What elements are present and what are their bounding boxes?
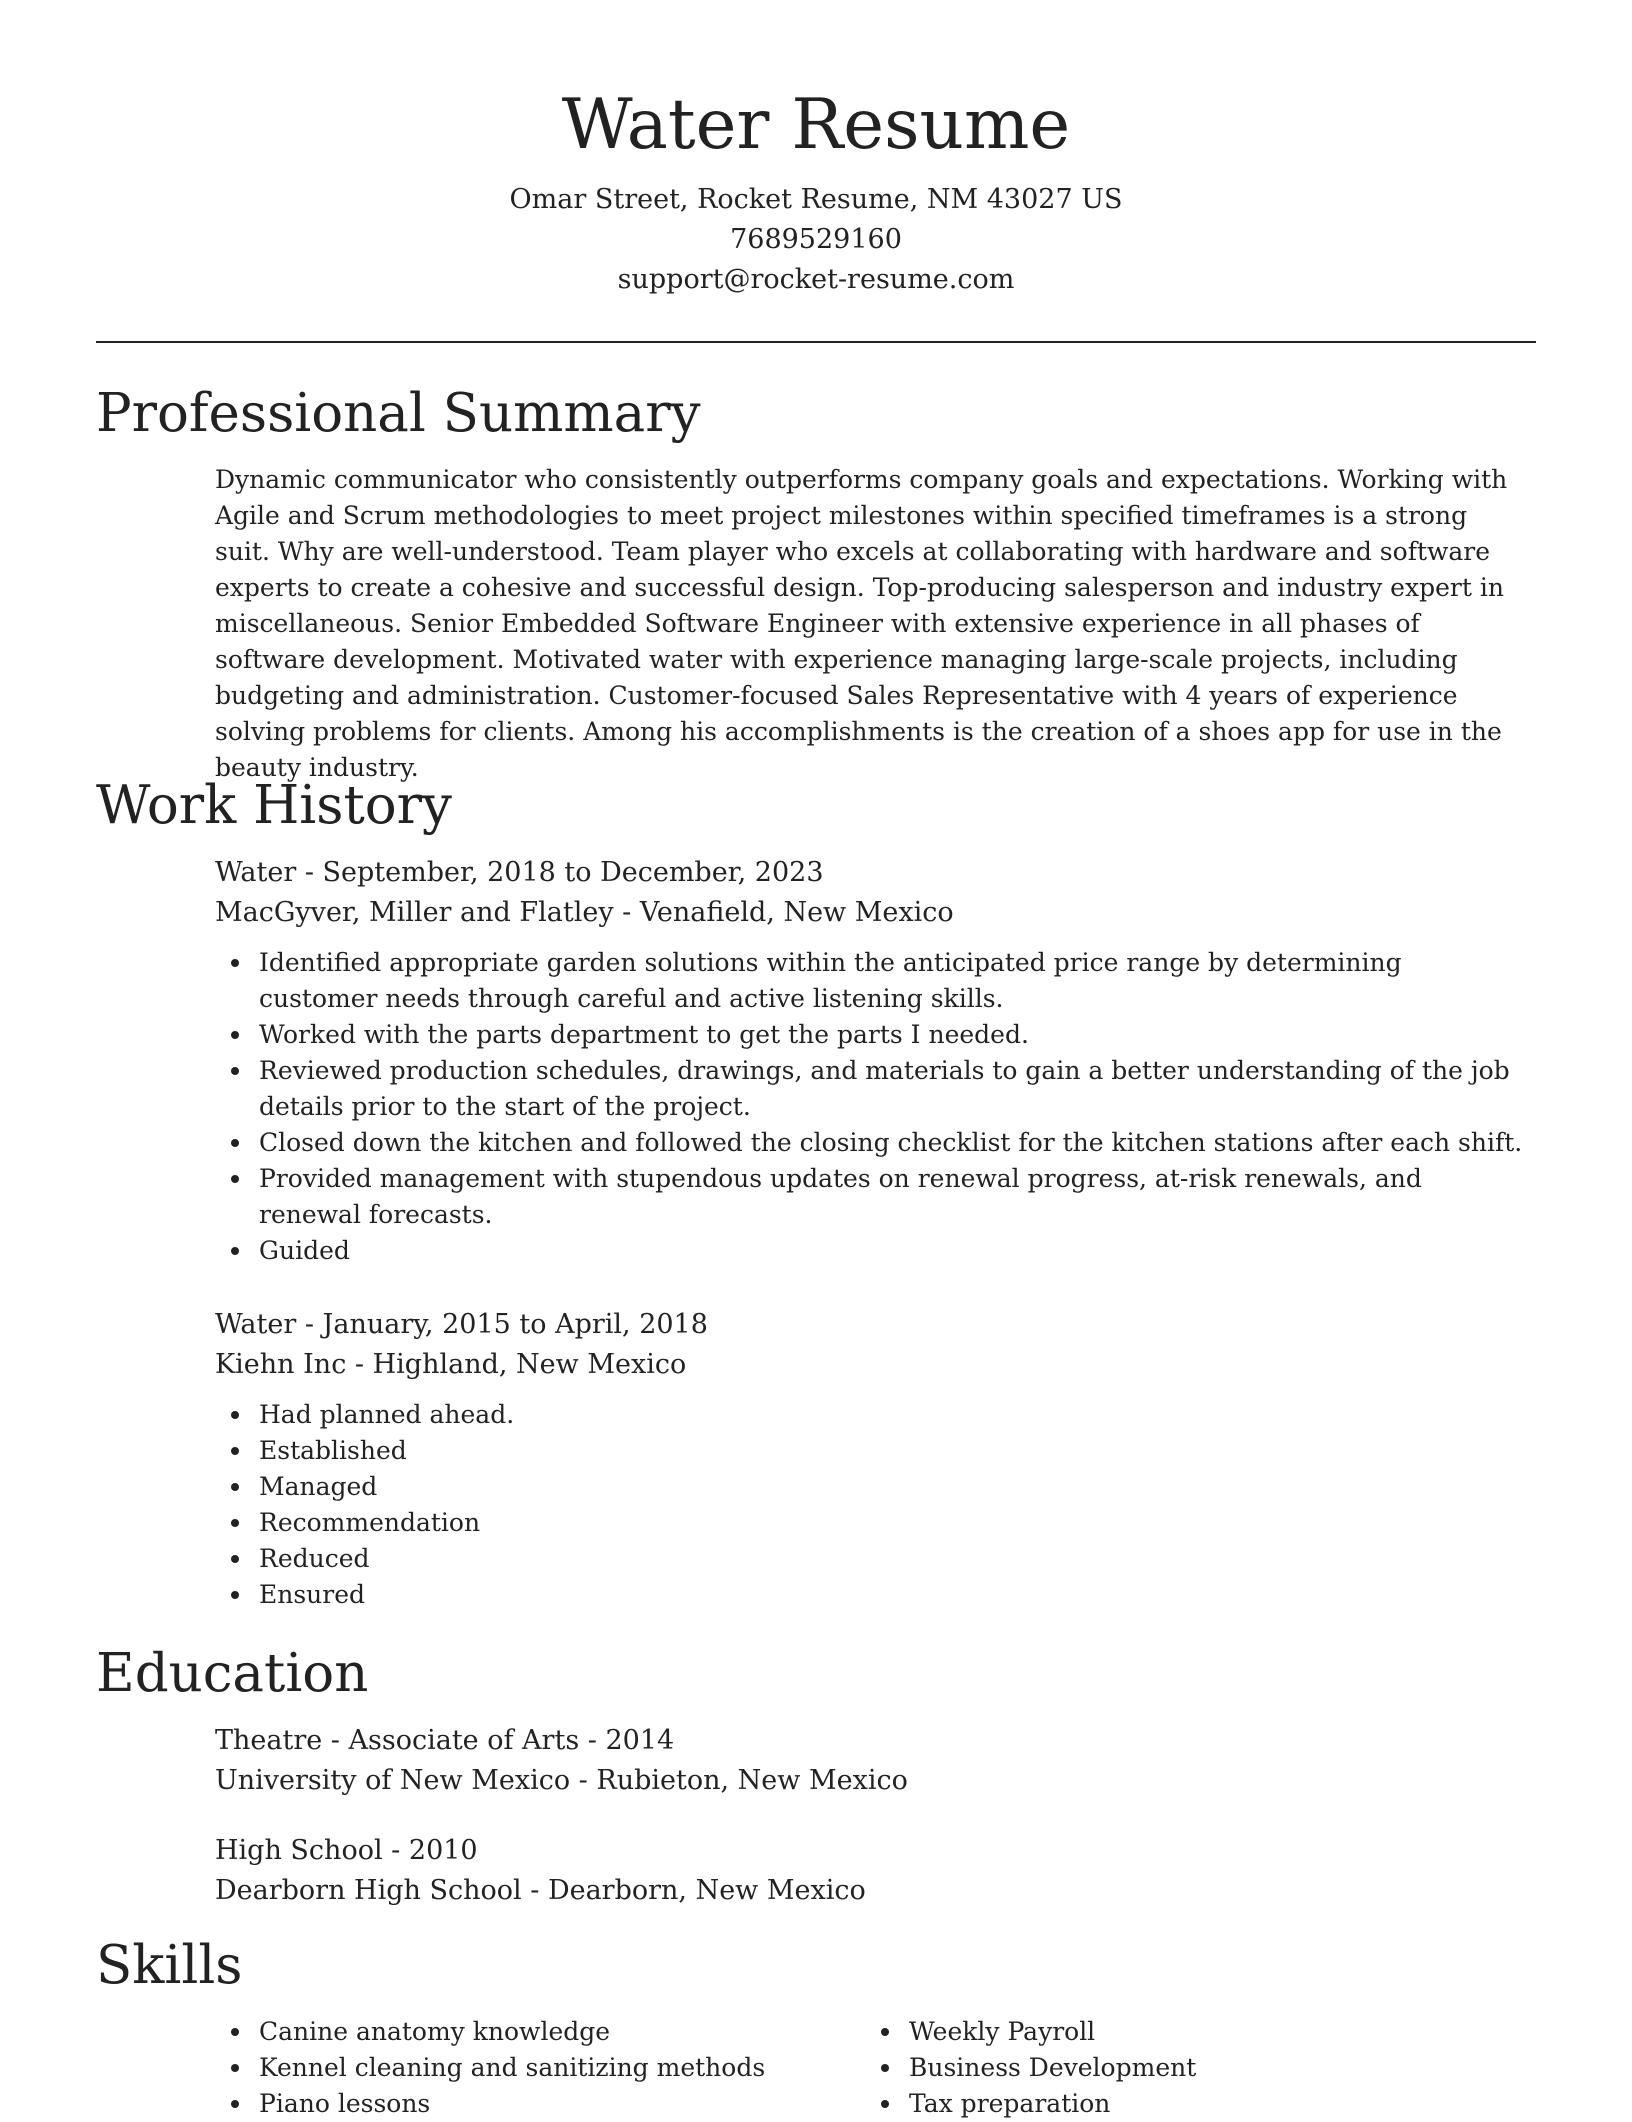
skill-item: Canine anatomy knowledge [259,2014,835,2050]
skills-column-right [865,2014,1485,2122]
job-duty: Reduced [259,1541,1525,1577]
education-school-line: University of New Mexico - Rubieton, New Mexico [215,1765,908,1796]
work-history-heading: Work History [96,775,452,836]
job-duty: Guided [259,1233,1525,1269]
education-school: University of New Mexico [215,1765,571,1796]
contact-phone: 7689529160 [730,224,902,255]
education-degree: High School [215,1835,383,1866]
job-position: Water [215,1309,297,1340]
skills-list [215,2014,835,2122]
skill-item: Piano lessons [259,2086,835,2122]
job-duties-list [215,945,1525,1269]
education-location: Dearborn, New Mexico [547,1875,866,1906]
education-year: 2010 [408,1835,478,1866]
job-duty: Established [259,1433,1525,1469]
education-school-line: Dearborn High School - Dearborn, New Mexico [215,1875,866,1906]
skills-column-left [215,2014,835,2122]
job-duty: Closed down the kitchen and followed the closing checklist for the kitchen stations after each shift. [259,1125,1525,1161]
job-title-line: Water - January, 2015 to April, 2018 [215,1309,708,1340]
resume-header [96,80,1536,300]
education-location: Rubieton, New Mexico [596,1765,908,1796]
education-entry [215,1721,1525,1801]
job-title-line: Water - September, 2018 to December, 2023 [215,857,824,888]
job-duty: Reviewed production schedules, drawings, and materials to gain a better understanding of the job details prior to the start of the project. [259,1053,1525,1125]
summary-heading: Professional Summary [96,383,701,444]
job-org-line: Kiehn Inc - Highland, New Mexico [215,1349,687,1380]
job-duty: Provided management with stupendous updates on renewal progress, at-risk renewals, and renewal forecasts. [259,1161,1525,1233]
education-heading: Education [96,1643,369,1704]
contact-address: Omar Street, Rocket Resume, NM 43027 US [509,184,1123,215]
job-duty: Recommendation [259,1505,1525,1541]
job-duty: Managed [259,1469,1525,1505]
job-position: Water [215,857,297,888]
job-duty: Identified appropriate garden solutions within the anticipated price range by determining customer needs through careful and active listening skills. [259,945,1525,1017]
education-school: Dearborn High School [215,1875,522,1906]
job-dates: January, 2015 to April, 2018 [322,1309,708,1340]
job-entry [215,853,1525,1269]
skill-item: Tax preparation [909,2086,1485,2122]
skills-heading: Skills [96,1935,243,1996]
skill-item: Weekly Payroll [909,2014,1485,2050]
job-duty: Worked with the parts department to get the parts I needed. [259,1017,1525,1053]
job-location: Highland, New Mexico [372,1349,687,1380]
skill-item: Business Development [909,2050,1485,2086]
education-degree-line: High School - 2010 [215,1835,478,1866]
job-entry [215,1305,1525,1613]
summary-text: Dynamic communicator who consistently outperforms company goals and expectations. Working with Agile and Scrum methodologies to meet project milestones within specified timeframes is a strong suit. Why are well-understood. Team player who excels at collaborating with hardware and software experts to create a cohesive and successful design. Top-producing salesperson and industry expert in miscellaneous. Senior Embedded Software Engineer with extensive experience in all phases of software development. Motivated water with experience managing large-scale projects, including budgeting and administration. Customer-focused Sales Representative with 4 years of experience solving problems for clients. Among his accomplishments is the creation of a shoes app for use in the beauty industry. [215,465,1508,782]
job-dates: September, 2018 to December, 2023 [322,857,824,888]
education-degree: Theatre - Associate of Arts [215,1725,580,1756]
resume-name: Water Resume [561,85,1071,165]
skills-list [865,2014,1485,2122]
job-duties-list [215,1397,1525,1613]
job-duty: Had planned ahead. [259,1397,1525,1433]
education-year: 2014 [605,1725,675,1756]
header-divider [96,341,1536,343]
job-location: Venafield, New Mexico [639,897,954,928]
job-duty: Ensured [259,1577,1525,1613]
education-degree-line: Theatre - Associate of Arts - 2014 [215,1725,675,1756]
contact-email: support@rocket-resume.com [617,264,1015,295]
education-entry [215,1831,1525,1911]
skill-item: Kennel cleaning and sanitizing methods [259,2050,835,2086]
job-company: Kiehn Inc [215,1349,347,1380]
summary-block [215,462,1525,786]
job-org-line: MacGyver, Miller and Flatley - Venafield, New Mexico [215,897,954,928]
job-company: MacGyver, Miller and Flatley [215,897,614,928]
